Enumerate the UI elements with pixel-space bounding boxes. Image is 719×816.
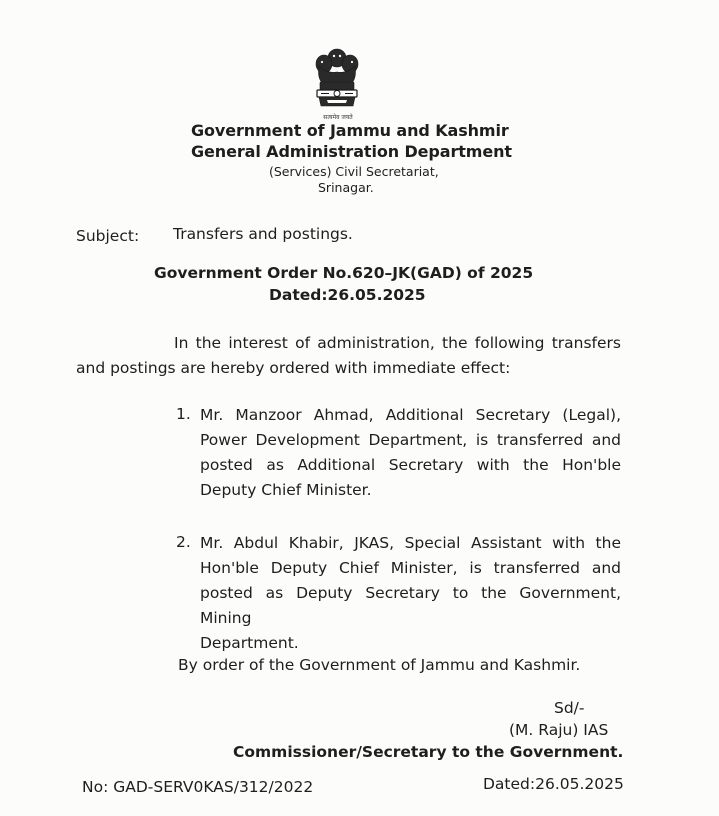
item-line: posted as Additional Secretary with the Hon'ble xyxy=(200,456,621,474)
order-number: Government Order No.620–JK(GAD) of 2025 xyxy=(154,264,534,282)
intro-line-2: and postings are hereby ordered with immediate effect: xyxy=(76,359,511,377)
item-line: Department. xyxy=(200,634,299,652)
subject-text: Transfers and postings. xyxy=(173,225,353,243)
item-line: Mr. Abdul Khabir, JKAS, Special Assistant with the xyxy=(200,534,621,552)
intro-paragraph xyxy=(76,331,621,381)
list-item xyxy=(200,531,621,656)
office-city: Srinagar. xyxy=(318,180,374,195)
emblem-motto: सत्यमेव जयते xyxy=(323,114,353,121)
department-name: General Administration Department xyxy=(191,142,512,161)
order-date: Dated:26.05.2025 xyxy=(269,286,426,304)
intro-line-1: In the interest of administration, the following transfers xyxy=(174,334,621,352)
signatory-designation: Commissioner/Secretary to the Government. xyxy=(233,743,624,761)
item-line: posted as Deputy Secretary to the Government, Mining xyxy=(200,584,621,627)
signatory-name: (M. Raju) IAS xyxy=(509,721,609,739)
item-line: Power Development Department, is transferred and xyxy=(200,431,621,449)
national-emblem-icon xyxy=(309,44,365,114)
list-item xyxy=(200,403,621,503)
item-line: Hon'ble Deputy Chief Minister, is transferred and xyxy=(200,559,621,577)
item-line: Mr. Manzoor Ahmad, Additional Secretary (Legal), xyxy=(200,406,621,424)
closing-line: By order of the Government of Jammu and Kashmir. xyxy=(178,656,581,674)
footer-date: Dated:26.05.2025 xyxy=(483,775,624,793)
office-address: (Services) Civil Secretariat, xyxy=(269,164,439,179)
signature-sd: Sd/- xyxy=(554,699,585,717)
item-line: Deputy Chief Minister. xyxy=(200,481,372,499)
reference-number: No: GAD-SERV0KAS/312/2022 xyxy=(82,778,314,796)
item-number: 2. xyxy=(176,533,191,551)
subject-label: Subject: xyxy=(76,227,140,245)
government-name: Government of Jammu and Kashmir xyxy=(191,121,509,140)
item-number: 1. xyxy=(176,405,191,423)
